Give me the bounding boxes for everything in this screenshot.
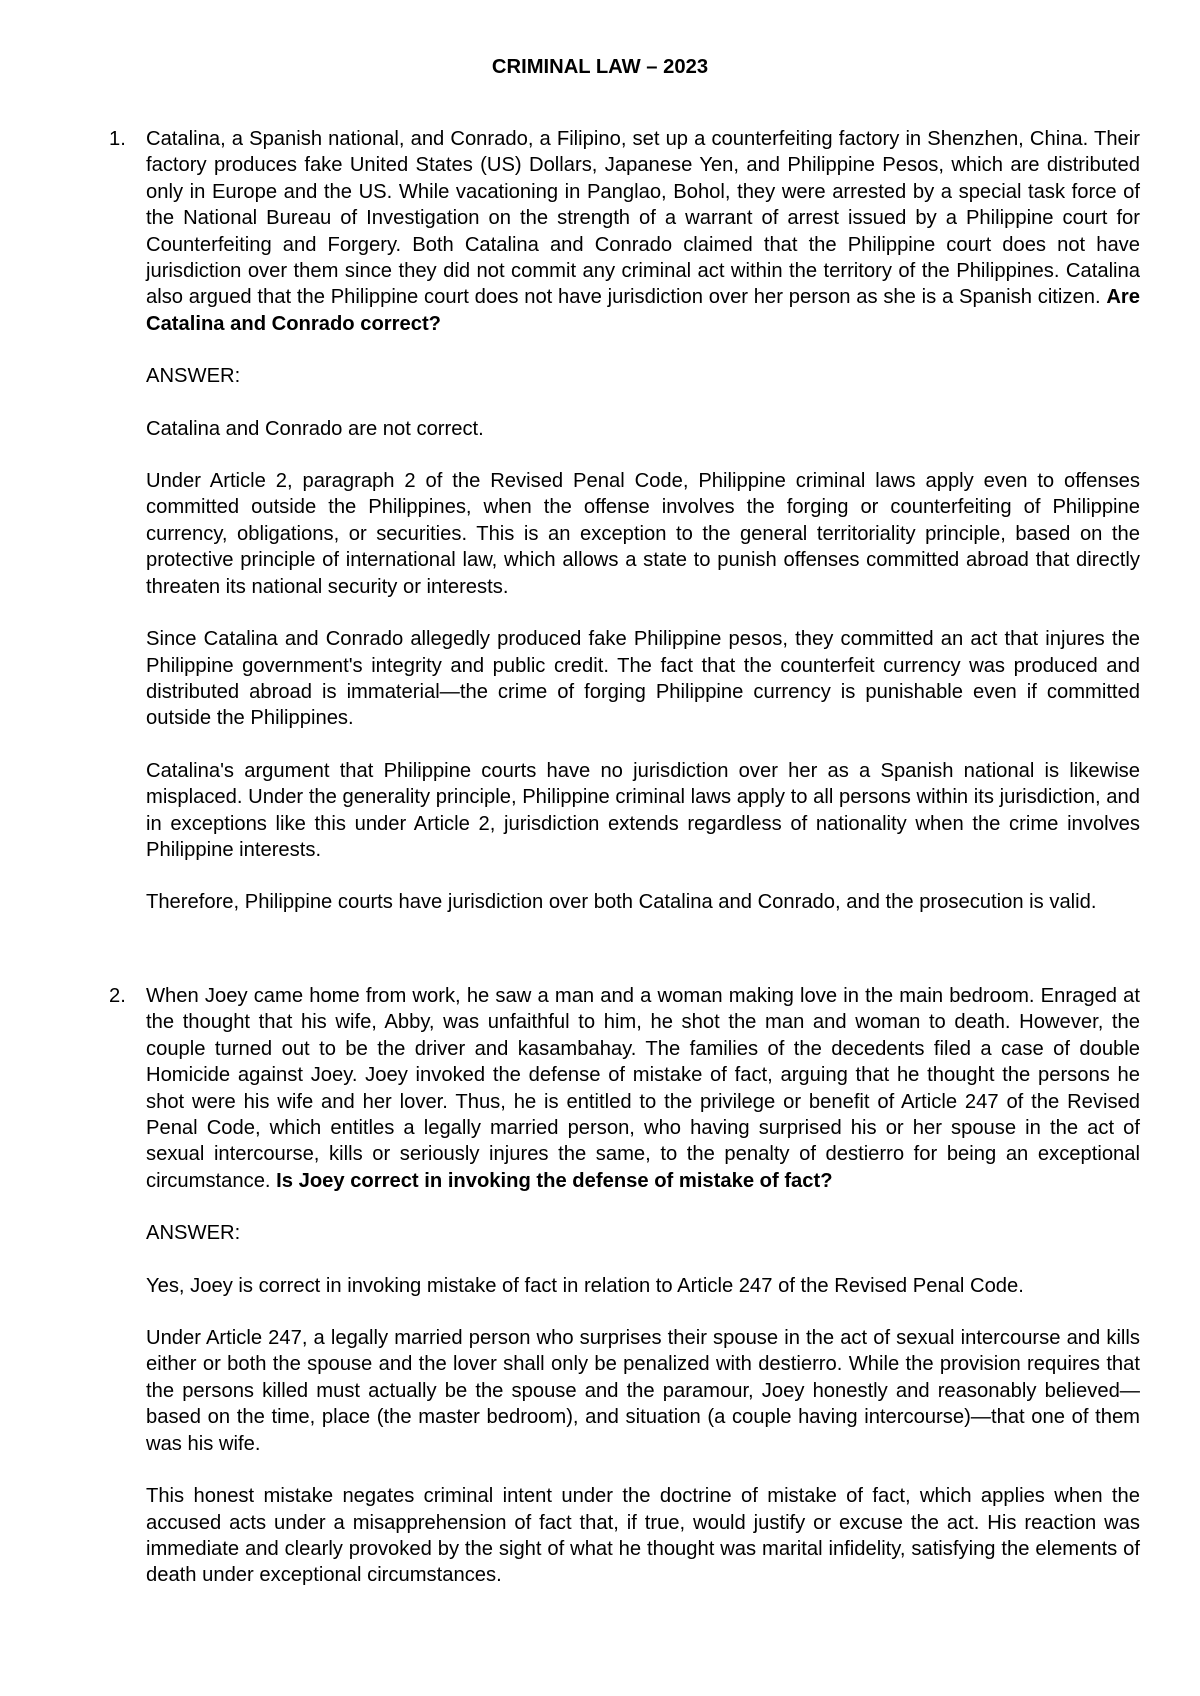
answer-paragraph: Yes, Joey is correct in invoking mistake of fact in relation to Article 247 of the Revised Penal Code.: [146, 1274, 1024, 1297]
answer-label: ANSWER:: [146, 365, 241, 388]
answer-paragraph: Since Catalina and Conrado allegedly produced fake Philippine pesos, they committed an act that injures the Philippine government's integrity and public credit. The fact that the counterfeit currency was produced and distributed abroad is immaterial—the crime of forging Philippine currency is punishable even if committed outside the Philippines.: [146, 628, 1140, 730]
question-text: [146, 983, 1140, 1194]
question-emphasis: Is Joey correct in invoking the defense of mistake of fact?: [276, 1169, 833, 1192]
question-body: [146, 126, 1140, 942]
document-title: CRIMINAL LAW – 2023: [491, 56, 709, 78]
question-body: [146, 983, 1140, 1615]
question-prompt: When Joey came home from work, he saw a man and a woman making love in the main bedroom. Enraged at the thought that his wife, Abby, was unfaithful to him, he shot the man and woman to death. However, the couple turned out to be the driver and kasambahay. The families of the decedents filed a case of double Homicide against Joey. Joey invoked the defense of mistake of fact, arguing that he thought the persons he shot were his wife and her lover. Thus, he is entitled to the privilege or benefit of Article 247 of the Revised Penal Code, which entitles a legally married person, who having surprised his or her spouse in the act of sexual intercourse, kills or seriously injures the same, to the penalty of destierro for being an exceptional circumstance.: [146, 985, 1140, 1192]
answer-paragraph: Catalina's argument that Philippine courts have no jurisdiction over her as a Spanish national is likewise misplaced. Under the generality principle, Philippine criminal laws apply to all persons within its jurisdiction, and in exceptions like this under Article 2, jurisdiction extends regardless of nationality when the crime involves Philippine interests.: [146, 759, 1140, 861]
question-number: 1.: [109, 128, 126, 150]
answer-paragraph: Therefore, Philippine courts have jurisdiction over both Catalina and Conrado, and the prosecution is valid.: [146, 891, 1097, 914]
question-text: [146, 126, 1140, 337]
answer-paragraph: Catalina and Conrado are not correct.: [146, 417, 484, 440]
answer-paragraph: Under Article 247, a legally married person who surprises their spouse in the act of sexual intercourse and kills either or both the spouse and the lover shall only be penalized with destierro. While the provision requires that the persons killed must actually be the spouse and the paramour, Joey honestly and reasonably believed—based on the time, place (the master bedroom), and situation (a couple having intercourse)—that one of them was his wife.: [146, 1327, 1140, 1455]
question-emphasis: Are Catalina and Conrado correct?: [146, 286, 1140, 335]
answer-paragraph: This honest mistake negates criminal intent under the doctrine of mistake of fact, which applies when the accused acts under a misapprehension of fact that, if true, would justify or excuse the act. His reaction was immediate and clearly provoked by the sight of what he thought was marital infidelity, satisfying the elements of death under exceptional circumstances.: [146, 1485, 1140, 1587]
question-prompt: Catalina, a Spanish national, and Conrado, a Filipino, set up a counterfeiting factory in Shenzhen, China. Their factory produces fake United States (US) Dollars, Japanese Yen, and Philippine Pesos, which are distributed only in Europe and the US. While vacationing in Panglao, Bohol, they were arrested by a special task force of the National Bureau of Investigation on the strength of a warrant of arrest issued by a Philippine court for Counterfeiting and Forgery. Both Catalina and Conrado claimed that the Philippine court does not have jurisdiction over them since they did not commit any criminal act within the territory of the Philippines. Catalina also argued that the Philippine court does not have jurisdiction over her person as she is a Spanish citizen.: [146, 128, 1140, 309]
answer-label: ANSWER:: [146, 1222, 241, 1245]
question-number: 2.: [109, 985, 126, 1007]
answer-paragraph: Under Article 2, paragraph 2 of the Revised Penal Code, Philippine criminal laws apply even to offenses committed outside the Philippines, when the offense involves the forging or counterfeiting of Philippine currency, obligations, or securities. This is an exception to the general territoriality principle, based on the protective principle of international law, which allows a state to punish offenses committed abroad that directly threaten its national security or interests.: [146, 470, 1140, 598]
